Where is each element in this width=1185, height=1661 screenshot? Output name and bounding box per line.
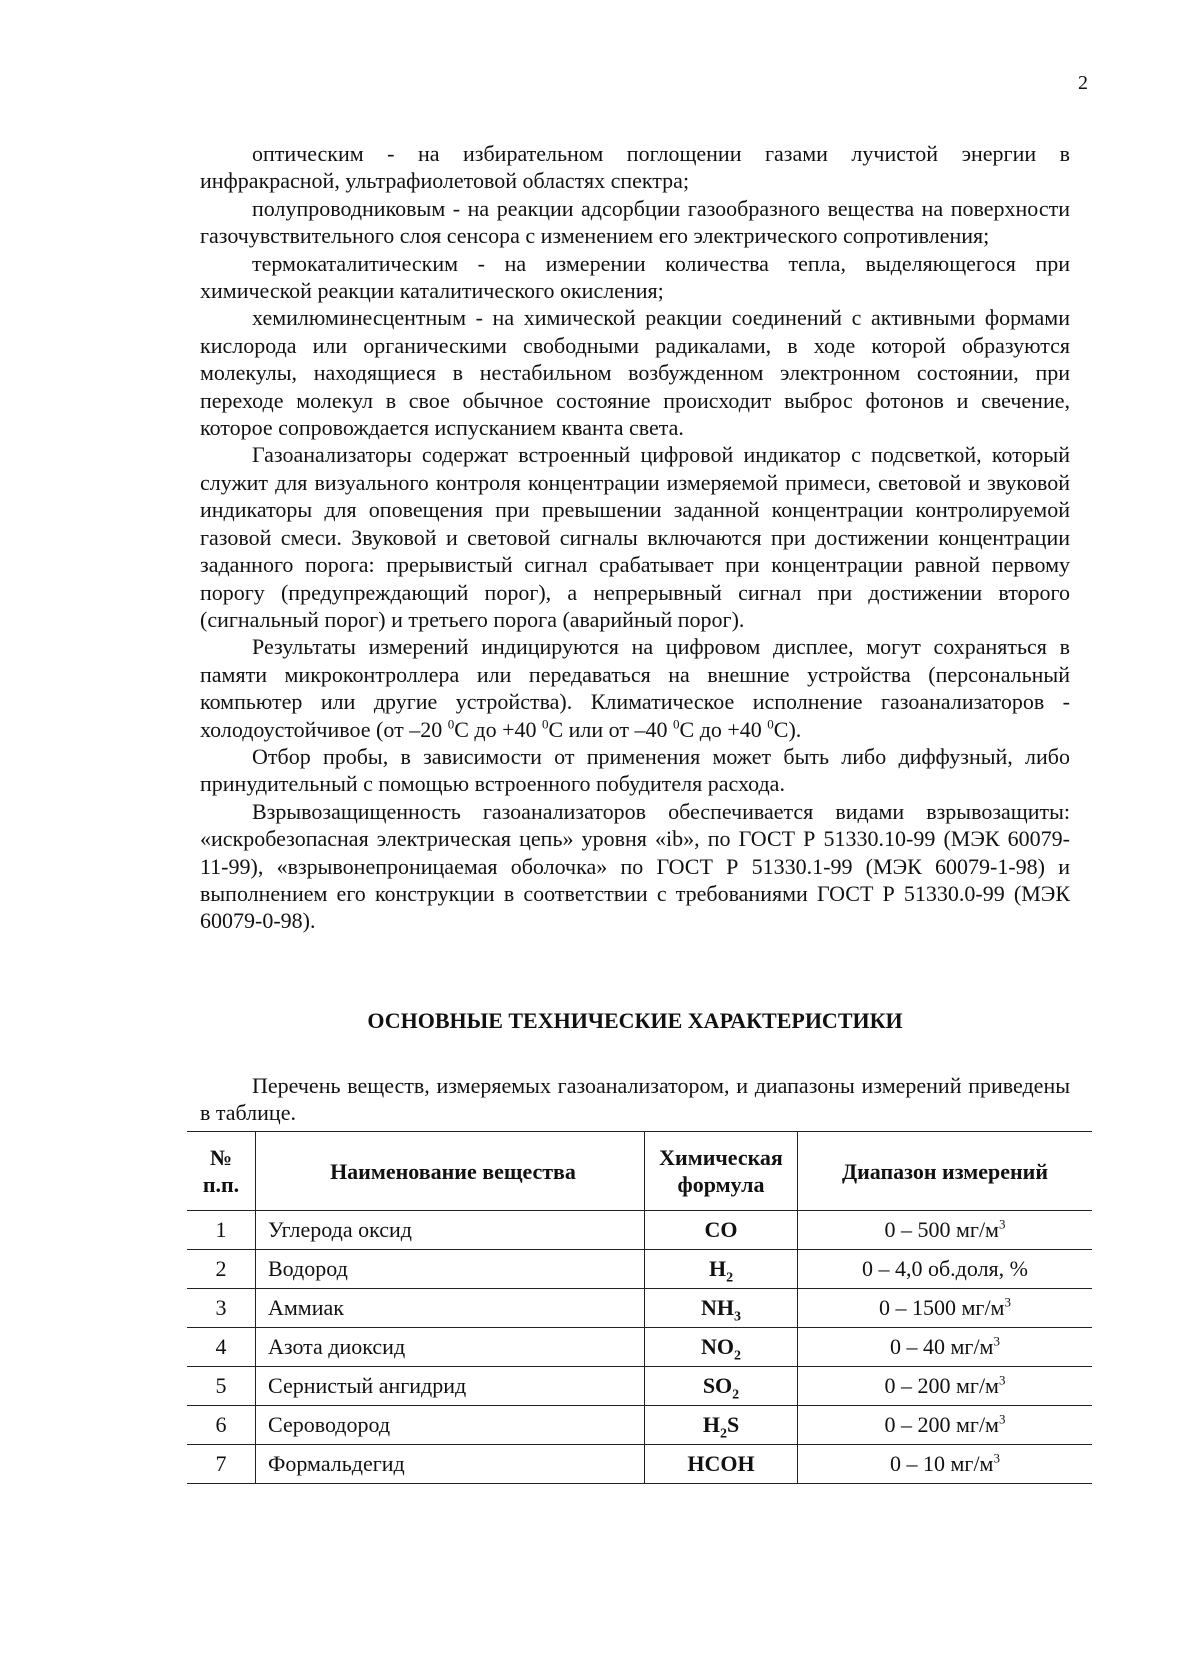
table-row <box>187 1406 1092 1445</box>
row-substance: Формальдегид <box>256 1445 645 1484</box>
row-number: 3 <box>187 1289 256 1328</box>
header-number-line2: п.п. <box>202 1172 240 1197</box>
row-number: 1 <box>187 1211 256 1250</box>
table-row <box>187 1328 1092 1367</box>
row-formula: $NH_3$ <box>645 1289 798 1328</box>
row-number: 6 <box>187 1406 256 1445</box>
paragraph-thermocatalytic: термокаталитическим - на измерении количества тепла, выделяющегося при химической реакции каталитического окисления; <box>200 250 1070 304</box>
degree-mark: 0 <box>673 716 680 732</box>
table-row <box>187 1211 1092 1250</box>
page-number: 2 <box>1078 72 1088 94</box>
section-title: ОСНОВНЫЕ ТЕХНИЧЕСКИЕ ХАРАКТЕРИСТИКИ <box>367 1008 903 1033</box>
row-range: 0 – 40 $мг/м^3$ <box>798 1328 1093 1367</box>
section-intro-text: Перечень веществ, измеряемых газоанализатором, и диапазоны измерений приведены в таблице. <box>200 1073 1070 1125</box>
row-substance: Аммиак <box>256 1289 645 1328</box>
row-number: 7 <box>187 1445 256 1484</box>
row-range: 0 – 1500 $мг/м^3$ <box>798 1289 1093 1328</box>
header-formula-line1: Химическая <box>659 1145 783 1170</box>
row-substance: Азота диоксид <box>256 1328 645 1367</box>
header-formula <box>645 1132 798 1211</box>
row-formula: $H_2$ <box>645 1250 798 1289</box>
row-range: 0 – 200 $мг/м^3$ <box>798 1367 1093 1406</box>
climate-c2: С или от –40 <box>548 716 674 742</box>
row-substance: Углерода оксид <box>256 1211 645 1250</box>
row-number: 4 <box>187 1328 256 1367</box>
row-formula: $NO_2$ <box>645 1328 798 1367</box>
row-range: 0 – 500 $мг/м^3$ <box>798 1211 1093 1250</box>
row-substance: Сероводород <box>256 1406 645 1445</box>
paragraph-optical: оптическим - на избирательном поглощении газами лучистой энергии в инфракрасной, ультрафиолетовой областях спектра; <box>200 141 1070 194</box>
row-substance: Сернистый ангидрид <box>256 1367 645 1406</box>
header-range: Диапазон измерений <box>798 1132 1093 1211</box>
row-number: 5 <box>187 1367 256 1406</box>
row-number: 2 <box>187 1250 256 1289</box>
table-row <box>187 1289 1092 1328</box>
row-range: 0 – 200 $мг/м^3$ <box>798 1406 1093 1445</box>
row-substance: Водород <box>256 1250 645 1289</box>
climate-c1: С до +40 <box>454 716 542 742</box>
paragraph-semiconductor: полупроводниковым - на реакции адсорбции газообразного вещества на поверхности газочувствительного слоя сенсора с изменением его электрического сопротивления; <box>200 195 1070 249</box>
header-number-line1: № <box>209 1145 233 1170</box>
degree-mark: 0 <box>541 716 549 732</box>
table-row <box>187 1250 1092 1289</box>
header-substance-name: Наименование вещества <box>256 1132 645 1211</box>
header-formula-line2: формула <box>677 1172 765 1197</box>
climate-tail: С). <box>773 716 802 742</box>
paragraph-chemiluminescent: хемилюминесцентным - на химической реакции соединений с активными формами кислорода или органическими свободными радикалами, в ходе которой образуются молекулы, находящиеся в нестабильном возбужденном электронном состоянии, при переходе молекул в свое обычное состояние происходит выброс фотонов и свечение, которое сопровождается испусканием кванта света. <box>200 305 1070 441</box>
paragraph-indicators: Газоанализаторы содержат встроенный цифровой индикатор с подсветкой, который служит для визуального контроля концентрации измеряемой примеси, световой и звуковой индикаторы для оповещения при превышении заданной концентрации контролируемой газовой смеси. Звуковой и световой сигналы включаются при достижении концентрации заданного порога: прерывистый сигнал срабатывает при концентрации равной первому порогу (предупреждающий порог), а непрерывный сигнал при достижении второго (сигнальный порог) и третьего порога (аварийный порог). <box>200 442 1070 632</box>
substances-table-grid <box>187 1131 1092 1484</box>
paragraph-sampling: Отбор пробы, в зависимости от применения может быть либо диффузный, либо принудительный с помощью встроенного побудителя расхода. <box>200 743 1070 797</box>
climate-lead: Результаты измерений индицируются на цифровом дисплее, могут сохраняться в памяти микроконтроллера или передаваться на внешние устройства (персональный компьютер или другие устройства). Климатическое исполнение газоанализаторов - холодоустойчивое (от –20 <box>200 634 1070 742</box>
substances-table <box>187 1131 1092 1484</box>
section-intro <box>200 1072 1070 1126</box>
degree-mark: 0 <box>447 716 455 732</box>
row-formula: $SO_2$ <box>645 1367 798 1406</box>
row-range: 0 – 4,0 об.доля, % <box>798 1250 1093 1289</box>
table-header-row <box>187 1132 1092 1211</box>
table-row <box>187 1445 1092 1484</box>
paragraph-climate <box>200 633 1070 743</box>
body-text <box>200 140 1070 935</box>
table-row <box>187 1367 1092 1406</box>
header-number <box>187 1132 256 1211</box>
row-range: 0 – 10 $мг/м^3$ <box>798 1445 1093 1484</box>
row-formula: HCOH <box>645 1445 798 1484</box>
row-formula: CO <box>645 1211 798 1250</box>
paragraph-explosion-protection: Взрывозащищенность газоанализаторов обеспечивается видами взрывозащиты: «искробезопасная электрическая цепь» уровня «ib», по ГОСТ Р 51330.10-99 (МЭК 60079-11-99), «взрывонепроницаемая оболочка» по ГОСТ Р 51330.1-99 (МЭК 60079-1-98) и выполнением его конструкции в соответствии с требованиями ГОСТ Р 51330.0-99 (МЭК 60079-0-98). <box>200 798 1070 934</box>
degree-mark: 0 <box>767 716 774 732</box>
row-formula: $H_2S$ <box>645 1406 798 1445</box>
climate-c3: С до +40 <box>679 716 768 742</box>
